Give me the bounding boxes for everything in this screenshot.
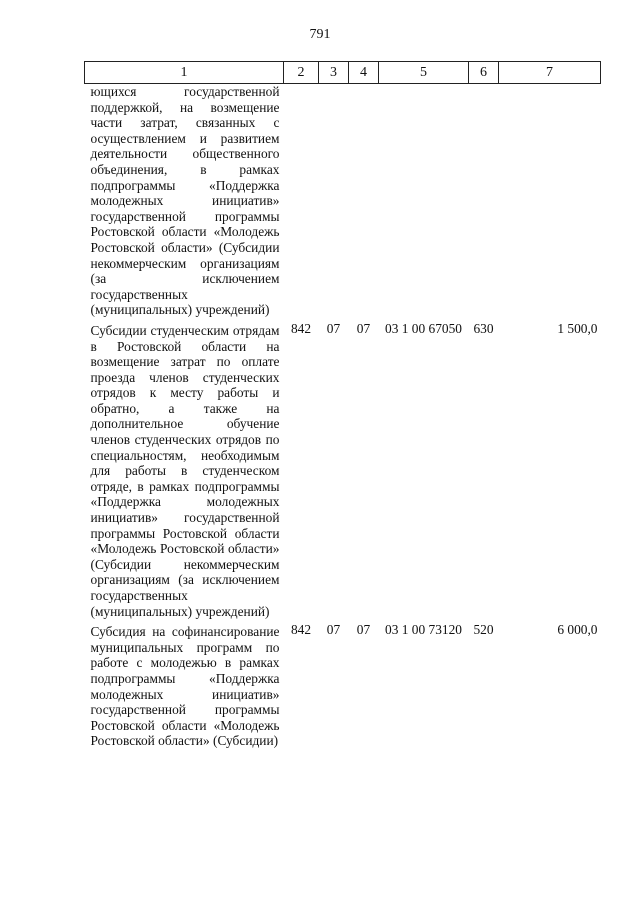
header-col-7: 7 <box>499 62 601 84</box>
row-col-5: 03 1 00 67050 <box>385 320 462 336</box>
header-col-5: 5 <box>379 62 469 84</box>
row-description: Субсидия на софинансирование муниципальных программ по работе с молодежью в рамках подпрограммы «Поддержка молодежных инициатив» государственной программы Ростовской области «Молодежь Ростовской области» (Субсидии) <box>90 624 280 749</box>
row-col-7: 1 500,0 <box>557 320 598 336</box>
header-col-1: 1 <box>85 62 284 84</box>
row-col-7: 6 000,0 <box>557 622 598 638</box>
header-col-6: 6 <box>469 62 499 84</box>
budget-table <box>84 61 601 749</box>
row-col-7 <box>499 84 601 318</box>
row-col-2 <box>284 84 319 318</box>
table-row <box>85 619 601 749</box>
header-row <box>85 62 601 84</box>
row-col-2: 842 <box>290 622 312 638</box>
row-col-3: 07 <box>326 622 341 638</box>
row-col-3: 07 <box>326 320 341 336</box>
row-col-3 <box>319 84 349 318</box>
row-col-2: 842 <box>290 320 312 336</box>
table-row <box>85 318 601 619</box>
row-col-4: 07 <box>356 622 371 638</box>
header-col-4: 4 <box>349 62 379 84</box>
row-description: ющихся государственной поддержкой, на возмещение части затрат, связанных с осуществлением и развитием деятельности общественного объединения, в рамках подпрограммы «Поддержка молодежных инициатив» государственной программы Ростовской области «Молодежь Ростовской области» (Субсидии некоммерческим организациям (за исключением государственных (муниципальных) учреждений) <box>90 84 280 318</box>
page-number: 791 <box>309 27 331 42</box>
row-col-6: 630 <box>473 320 494 336</box>
row-col-5: 03 1 00 73120 <box>385 622 462 638</box>
row-col-4: 07 <box>356 320 371 336</box>
row-col-4 <box>349 84 379 318</box>
table-body <box>85 84 601 749</box>
table-row <box>85 84 601 318</box>
row-col-5 <box>379 84 469 318</box>
row-col-6: 520 <box>473 622 494 638</box>
header-col-3: 3 <box>319 62 349 84</box>
table-header <box>85 62 601 84</box>
row-description: Субсидии студенческим отрядам в Ростовской области на возмещение затрат по оплате проезда членов студенческих отрядов к месту работы и обратно, а также на дополнительное обучение членов студенческих отрядов по специальностям, необходимым для работы в студенческом отряде, в рамках подпрограммы «Поддержка молодежных инициатив» государственной программы Ростовской области «Молодежь Ростовской области» (Субсидии некоммерческим организациям (за исключением государственных (муниципальных) учреждений) <box>90 322 280 619</box>
header-col-2: 2 <box>284 62 319 84</box>
row-col-6 <box>469 84 499 318</box>
